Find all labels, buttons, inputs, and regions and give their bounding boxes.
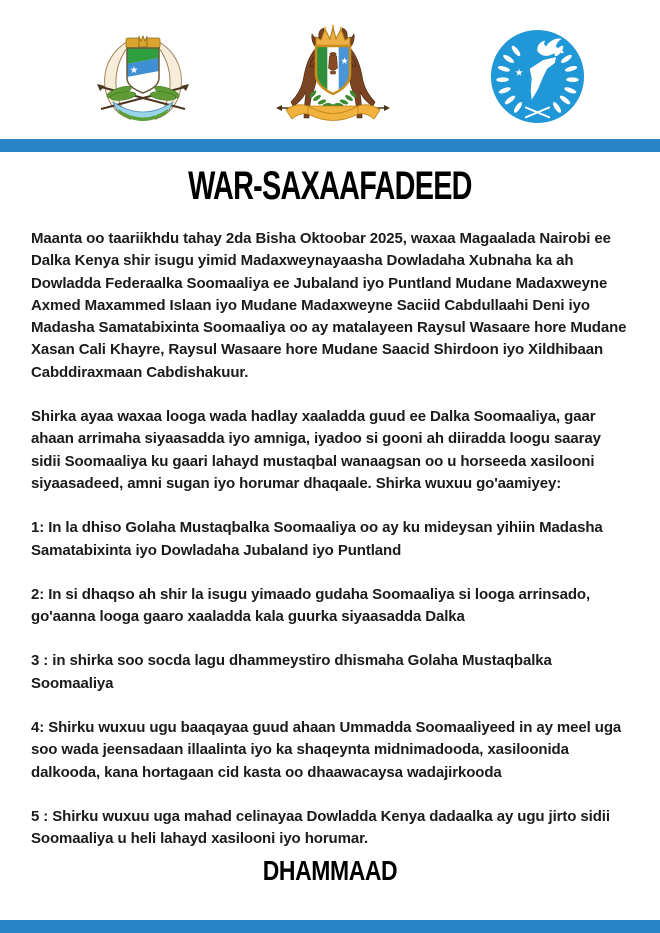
decision-1: 1: In la dhiso Golaha Mustaqbalka Soomaaliya oo ay ku mideysan yihiin Madasha Samatabixinta iyo Dowladaha Jubaland iyo Puntland <box>31 519 603 559</box>
decision-3: 3 : in shirka soo socda lagu dhammeystiro dhismaha Golaha Mustaqbalka Soomaaliya <box>31 652 552 692</box>
closing-word <box>0 856 660 886</box>
decision-4: 4: Shirku wuxuu ugu baaqayaa guud ahaan Ummadda Soomaaliyeed in ay meel uga soo wada jeensadaan illaalinta iyo ka shaqeynta midnimadooda, xasiloonida dalkooda, kana hortagaan cid kasta oo dhaawacaysa wadajirkooda <box>31 719 622 781</box>
intro-paragraph: Maanta oo taariikhdu tahay 2da Bisha Oktoobar 2025, waxaa Magaalada Nairobi ee Dalka Kenya shir isugu yimid Madaxweynayaasha Dowladaha Xubnaha ka ah Dowladda Federaalka Soomaaliya ee Jubaland iyo Puntland Mudane Madaxweyne Axmed Maxammed Islaan iyo Mudane Madaxweyne Saciid Cabdullaahi Deni iyo Madasha Samatabixinta Soomaaliya oo ay matalayeen Raysul Wasaare hore Mudane Xasan Cali Khayre, Raysul Wasaare hore Mudane Saacid Shirdoon iyo Xildhibaan Cabddiraxmaan Cabdishakuur. <box>31 230 627 381</box>
document-title <box>0 165 660 207</box>
bottom-accent-bar <box>0 920 660 933</box>
closing-word-text: DHAMMAAD <box>262 855 398 886</box>
dove-wreath-roundel-icon <box>489 28 586 125</box>
decision-2: 2: In si dhaqso ah shir la isugu yimaado gudaha Soomaaliya si looga arrinsado, go'aanna looga gaaro xaaladda kala guurka siyaasadda Dalka <box>31 585 591 626</box>
summary-paragraph: Shirka ayaa waxaa looga wada hadlay xaaladda guud ee Dalka Soomaaliya, gaar ahaan arrimaha siyaasadda iyo amniga, iyadoo si gooni ah diiradda loogu saaray sidii Soomaaliya ku gaari lahayd mustaqbal wanaagsan oo u horseeda xasilooni siyaasadeed, amni sugan iyo horumar dhaqaale. Shirka wuxuu go'aamiyey: <box>31 408 601 492</box>
decision-5: 5 : Shirku wuxuu uga mahad celinayaa Dowladda Kenya dadaalka ay ugu jirto sidii Soomaaliya u heli lahayd xasilooni iyo horumar. <box>31 807 610 848</box>
jubaland-coat-of-arms-icon <box>87 30 199 127</box>
document-title-text: WAR-SAXAAFADEED <box>188 164 472 208</box>
puntland-coat-of-arms-icon <box>272 24 394 129</box>
top-accent-bar <box>0 139 660 152</box>
press-release-body <box>31 228 631 873</box>
